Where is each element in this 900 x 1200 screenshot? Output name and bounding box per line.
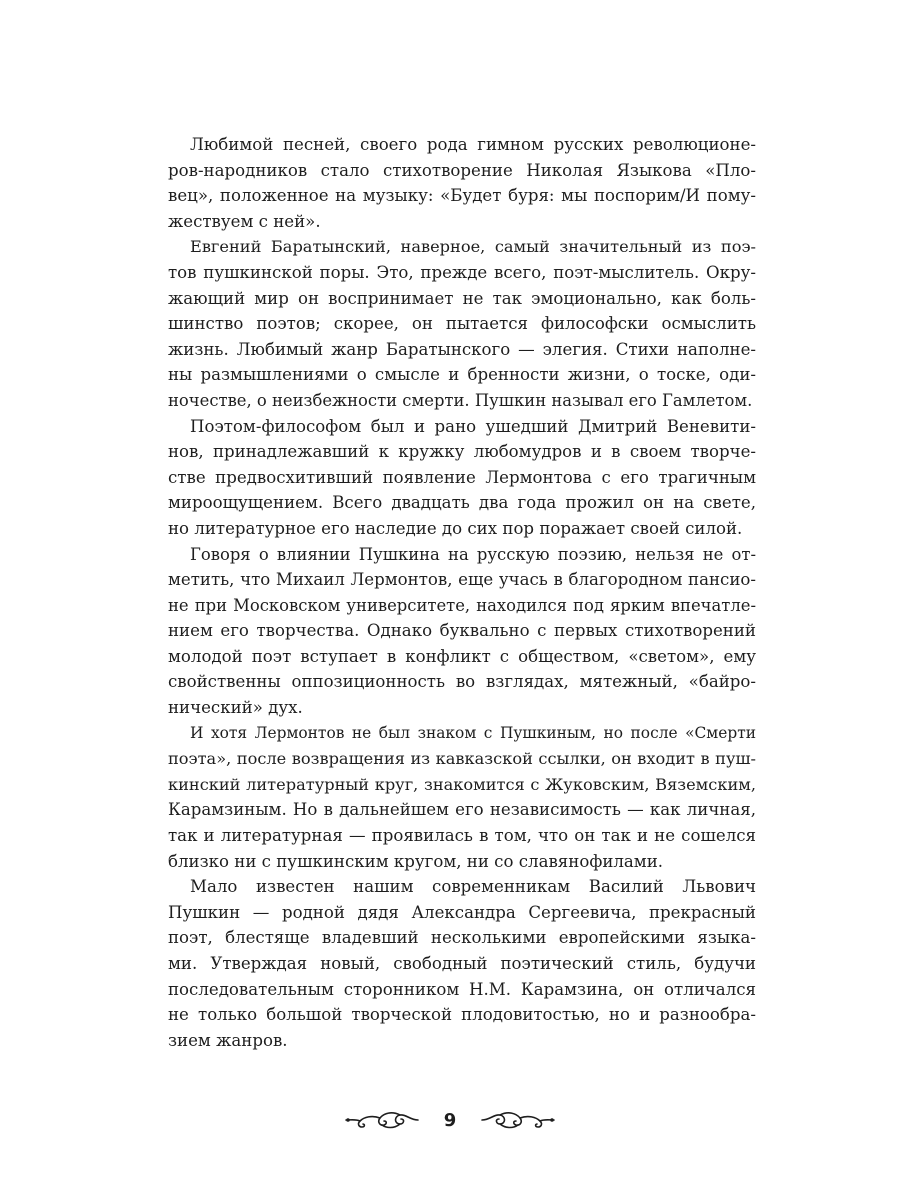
text-line: молодой поэт вступает в конфликт с обществом, «светом», ему [168, 646, 756, 666]
paragraph [146, 542, 756, 721]
paragraph [146, 234, 756, 413]
text-line: Карамзиным. Но в дальнейшем его независимость — как личная, [168, 800, 756, 820]
text-line: Мало известен нашим современникам Василий Львович [190, 877, 756, 897]
text-line: Любимой песней, своего рода гимном русских революционе- [190, 135, 756, 154]
text-line: Пушкин — родной дядя Александра Сергеевича, прекрасный [168, 902, 756, 922]
body-text [146, 132, 756, 1053]
page-number: 9 [443, 1109, 457, 1131]
text-line: ночестве, о неизбежности смерти. Пушкин называл его Гамлетом. [168, 390, 753, 410]
text-line: жающий мир он воспринимает не так эмоционально, как боль- [168, 288, 756, 308]
paragraph [146, 721, 756, 875]
text-line: вец», положенное на музыку: «Будет буря: мы поспорим/И пому- [168, 186, 756, 206]
text-line: не при Московском университете, находился под ярким впечатле- [168, 595, 756, 615]
text-line: нический» дух. [168, 698, 303, 718]
text-line: Говоря о влиянии Пушкина на русскую поэзию, нельзя не от- [190, 544, 756, 564]
text-line: жизнь. Любимый жанр Баратынского — элегия. Стихи наполне- [168, 339, 756, 359]
text-line: мироощущением. Всего двадцать два года прожил он на свете, [168, 493, 756, 513]
text-line: Поэтом-философом был и рано ушедший Дмитрий Веневити- [190, 416, 756, 436]
text-line: нием его творчества. Однако буквально с первых стихотворений [168, 621, 756, 641]
text-line: тов пушкинской поры. Это, прежде всего, поэт-мыслитель. Окру- [168, 262, 756, 282]
text-line: стве предвосхитивший появление Лермонтова с его трагичным [168, 467, 756, 487]
text-line: последовательным сторонником Н.М. Карамзина, он отличался [168, 979, 756, 999]
text-line: ров-народников стало стихотворение Николая Языкова «Пло- [168, 160, 756, 180]
text-line: поэта», после возвращения из кавказской ссылки, он входит в пуш- [168, 749, 756, 769]
paragraph [146, 414, 756, 542]
text-line: ми. Утверждая новый, свободный поэтический стиль, будучи [168, 954, 756, 973]
right-swirl-ornament-icon [480, 1109, 556, 1131]
text-line: поэт, блестяще владевший несколькими европейскими языка- [168, 928, 756, 948]
page-footer [0, 1100, 900, 1140]
text-line: не только большой творческой плодовитостью, но и разнообра- [168, 1005, 756, 1025]
text-line: близко ни с пушкинским кругом, ни со славянофилами. [168, 851, 664, 871]
paragraph [146, 874, 756, 1053]
text-line: свойственны оппозиционность во взглядах, мятежный, «байро- [168, 672, 756, 692]
paragraph [146, 132, 756, 234]
text-line: но литературное его наследие до сих пор поражает своей силой. [168, 518, 743, 538]
text-line: ны размышлениями о смысле и бренности жизни, о тоске, оди- [168, 365, 756, 385]
text-line: жествуем с ней». [168, 211, 321, 231]
text-line: Евгений Баратынский, наверное, самый значительный из поэ- [190, 237, 756, 257]
text-line: И хотя Лермонтов не был знаком с Пушкиным, но после «Смерти [190, 723, 756, 742]
text-line: метить, что Михаил Лермонтов, еще учась в благородном пансио- [168, 570, 756, 590]
text-line: кинский литературный круг, знакомится с Жуковским, Вяземским, [168, 774, 756, 794]
text-line: так и литературная — проявилась в том, что он так и не сошелся [168, 826, 756, 846]
text-line: зием жанров. [168, 1030, 288, 1050]
text-line: шинство поэтов; скорее, он пытается философски осмыслить [168, 314, 756, 334]
text-line: нов, принадлежавший к кружку любомудров и в своем творче- [168, 442, 756, 462]
left-swirl-ornament-icon [344, 1109, 420, 1131]
